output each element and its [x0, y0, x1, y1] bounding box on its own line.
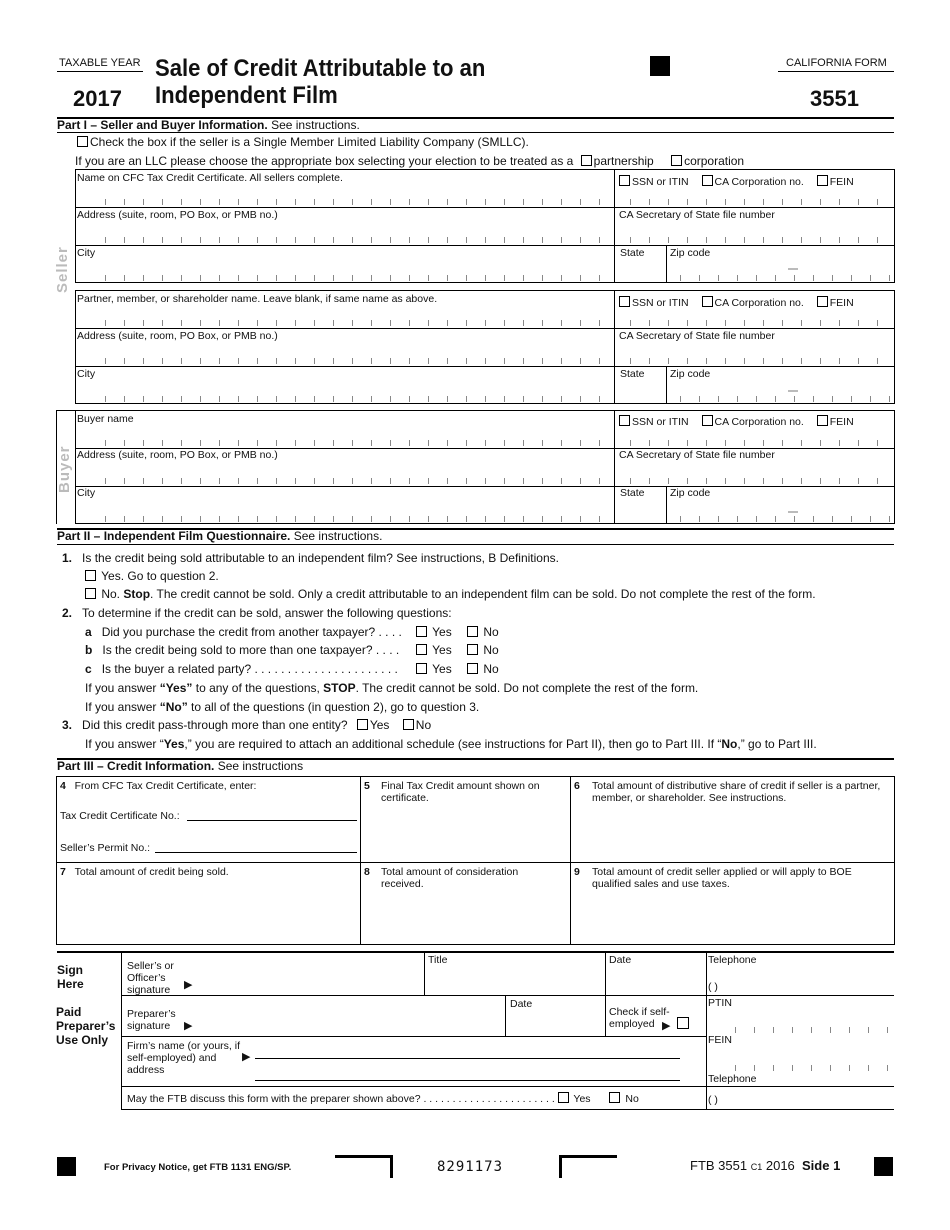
preparer-fein-label: FEIN: [708, 1034, 732, 1046]
partner-address-field[interactable]: [105, 358, 605, 364]
date-label: Date: [609, 954, 632, 966]
seller-city-field[interactable]: [105, 275, 605, 281]
partnership-checkbox[interactable]: [581, 155, 592, 166]
ptin-field[interactable]: [735, 1027, 890, 1033]
q2-no-note: If you answer “No” to all of the questions (in question 2), go to question 3.: [85, 700, 480, 714]
q2b-no-checkbox[interactable]: [467, 644, 478, 655]
partner-sos-field[interactable]: [630, 358, 890, 364]
registration-mark: [650, 56, 670, 76]
footer-corner-right: [559, 1155, 617, 1178]
line5: Final Tax Credit amount shown on certificate.: [381, 780, 540, 804]
line5-num: 5: [364, 780, 370, 792]
seller-sos-label: CA Secretary of State file number: [619, 209, 775, 221]
buyer-zip-label: Zip code: [670, 487, 711, 499]
form-title-line1: Sale of Credit Attributable to an: [155, 55, 486, 82]
q2b-yes-checkbox[interactable]: [416, 644, 427, 655]
smllc-checkbox[interactable]: [77, 136, 88, 147]
seller-name-label: Name on CFC Tax Credit Certificate. All sellers complete.: [77, 172, 343, 184]
form-title: [155, 55, 485, 109]
line9-num: 9: [574, 866, 580, 878]
discuss-no-checkbox[interactable]: [609, 1092, 620, 1103]
buyer-name-label: Buyer name: [77, 413, 134, 425]
partner-name-field[interactable]: [105, 320, 605, 326]
buyer-cacorp-checkbox[interactable]: [702, 415, 713, 426]
self-employed-arrow: ▶: [662, 1020, 671, 1032]
line6: Total amount of distributive share of credit if seller is a partner, member, or shareholder. See instructions.: [592, 780, 881, 804]
preparer-telephone-label: Telephone: [708, 1073, 757, 1085]
partner-city-label: City: [77, 368, 96, 380]
seller-state-label: State: [620, 247, 645, 259]
q2-yes-note: If you answer “Yes” to any of the questions, STOP. The credit cannot be sold. Do not complete the rest of the form.: [85, 681, 699, 695]
buyer-zip-field[interactable]: [680, 516, 890, 522]
seller-city-label: City: [77, 247, 96, 259]
buyer-id-options: SSN or ITIN CA Corporation no. FEIN: [619, 415, 854, 428]
discuss-yes-checkbox[interactable]: [558, 1092, 569, 1103]
corporation-checkbox[interactable]: [671, 155, 682, 166]
line7: 7 Total amount of credit being sold.: [60, 866, 229, 878]
buyer-sos-field[interactable]: [630, 478, 890, 484]
seller-address-label: Address (suite, room, PO Box, or PMB no.): [77, 209, 278, 221]
firm-address-field[interactable]: [255, 1080, 680, 1081]
q2b-answers: Yes No: [416, 643, 499, 657]
sellers-signature-field[interactable]: [200, 960, 420, 992]
q2b-row: b Is the credit being sold to more than one taxpayer? . . . .: [85, 643, 400, 657]
partner-zip-field[interactable]: [680, 396, 890, 402]
part2-title: Part II – Independent Film Questionnaire. See instructions.: [57, 529, 383, 543]
tax-year: 2017: [73, 86, 122, 111]
seller-zip-field[interactable]: [680, 275, 890, 281]
q2c-row: c Is the buyer a related party? . . . . . . . . . . . . . . . . . . . . . .: [85, 662, 398, 676]
firm-arrow: ▶: [242, 1051, 251, 1063]
seller-id-field[interactable]: [630, 199, 890, 205]
discuss-row: May the FTB discuss this form with the preparer shown above? . . . . . . . . . . . . . . . . . . . . . . . Yes No: [127, 1093, 639, 1105]
buyer-sos-label: CA Secretary of State file number: [619, 449, 775, 461]
seller-address-field[interactable]: [105, 237, 605, 243]
buyer-city-field[interactable]: [105, 516, 605, 522]
partner-city-field[interactable]: [105, 396, 605, 402]
seller-side-label: Seller: [54, 246, 71, 293]
q1-no-checkbox[interactable]: [85, 588, 96, 599]
q2a-answers: Yes No: [416, 625, 499, 639]
seller-cacorp-checkbox[interactable]: [702, 175, 713, 186]
line4-permit-label: Seller’s Permit No.:: [60, 842, 151, 854]
privacy-notice: For Privacy Notice, get FTB 1131 ENG/SP.: [104, 1162, 292, 1173]
buyer-city-label: City: [77, 487, 96, 499]
taxable-year-label: TAXABLE YEAR: [59, 57, 141, 69]
q1-yes-row: Yes. Go to question 2.: [85, 569, 219, 583]
footer-mark-right: [874, 1157, 893, 1176]
form-title-line2: Independent Film: [155, 82, 338, 109]
seller-id-options: SSN or ITIN CA Corporation no. FEIN: [619, 175, 854, 188]
preparer-signature-field[interactable]: [200, 1000, 500, 1032]
partner-address-label: Address (suite, room, PO Box, or PMB no.): [77, 330, 278, 342]
telephone-field[interactable]: ( ): [708, 981, 718, 993]
sign-here-label: Sign Here: [57, 963, 84, 991]
preparer-telephone-field[interactable]: ( ): [708, 1094, 718, 1106]
q3-no-checkbox[interactable]: [403, 719, 414, 730]
telephone-label: Telephone: [708, 954, 757, 966]
form-number: 3551: [810, 86, 859, 111]
line6-num: 6: [574, 780, 580, 792]
footer-mark-left: [57, 1157, 76, 1176]
seller-fein-checkbox[interactable]: [817, 175, 828, 186]
line4-cert-label: Tax Credit Certificate No.:: [60, 810, 180, 822]
check-self-employed-label: Check if self-employed: [609, 1006, 670, 1030]
preparer-arrow: ▶: [184, 1020, 193, 1032]
footer-corner-left: [335, 1155, 393, 1178]
line4-cert-field[interactable]: [187, 820, 357, 821]
q2a-no-checkbox[interactable]: [467, 626, 478, 637]
q2: 2. To determine if the credit can be sold, answer the following questions:: [62, 606, 452, 620]
barcode-number: 8291173: [437, 1159, 504, 1175]
preparer-date-label: Date: [510, 998, 533, 1010]
sellers-signature-label: Seller’s or Officer’s signature: [127, 960, 174, 996]
california-form-label: CALIFORNIA FORM: [786, 57, 887, 69]
firm-name-field[interactable]: [255, 1058, 680, 1059]
q2a-yes-checkbox[interactable]: [416, 626, 427, 637]
buyer-side-label: Buyer: [56, 445, 73, 493]
part3-title: Part III – Credit Information. See instructions: [57, 759, 304, 773]
partner-name-label: Partner, member, or shareholder name. Leave blank, if same name as above.: [77, 293, 438, 305]
partner-sos-label: CA Secretary of State file number: [619, 330, 775, 342]
partner-zip-label: Zip code: [670, 368, 711, 380]
sign-arrow: ▶: [184, 979, 193, 991]
llc-election-row: If you are an LLC please choose the appropriate box selecting your election to be treated as a partnership corporation: [75, 154, 745, 168]
seller-zip-label: Zip code: [670, 247, 711, 259]
buyer-address-label: Address (suite, room, PO Box, or PMB no.): [77, 449, 278, 461]
seller-name-field[interactable]: [105, 199, 605, 205]
q1-no-row: No. Stop. The credit cannot be sold. Only a credit attributable to an independent film can be sold. Do not complete the rest of the form.: [85, 587, 816, 601]
part1-title: Part I – Seller and Buyer Information. See instructions.: [57, 118, 360, 132]
title-label: Title: [428, 954, 448, 966]
q3-note: If you answer “Yes,” you are required to attach an additional schedule (see instructions for Part II), then go to Part III. If “No,” go to Part III.: [85, 737, 817, 751]
smllc-row: Check the box if the seller is a Single Member Limited Liability Company (SMLLC).: [77, 135, 529, 149]
line4-permit-field[interactable]: [155, 852, 357, 853]
preparer-signature-label: Preparer’s signature: [127, 1008, 176, 1032]
buyer-fein-checkbox[interactable]: [817, 415, 828, 426]
buyer-address-field[interactable]: [105, 478, 605, 484]
line4: 4 From CFC Tax Credit Certificate, enter:: [60, 780, 257, 792]
paid-preparer-label: Paid Preparer’s Use Only: [56, 1005, 116, 1047]
buyer-id-field[interactable]: [630, 440, 890, 446]
ptin-label: PTIN: [708, 997, 732, 1009]
q3: 3. Did this credit pass-through more than one entity? Yes No: [62, 718, 432, 732]
line9: Total amount of credit seller applied or will apply to BOE qualified sales and use taxes.: [592, 866, 852, 890]
buyer-state-label: State: [620, 487, 645, 499]
q2a-row: a Did you purchase the credit from another taxpayer? . . . .: [85, 625, 402, 639]
preparer-fein-field[interactable]: [735, 1065, 890, 1071]
seller-ssn-checkbox[interactable]: [619, 175, 630, 186]
partner-ssn-checkbox[interactable]: [619, 296, 630, 307]
self-employed-checkbox[interactable]: [677, 1017, 689, 1029]
q1-yes-checkbox[interactable]: [85, 570, 96, 581]
seller-sos-field[interactable]: [630, 237, 890, 243]
line8: Total amount of consideration received.: [381, 866, 519, 890]
partner-state-label: State: [620, 368, 645, 380]
form-id-footer: FTB 3551 C1 2016 Side 1: [690, 1158, 841, 1173]
partner-fein-checkbox[interactable]: [817, 296, 828, 307]
buyer-ssn-checkbox[interactable]: [619, 415, 630, 426]
partner-cacorp-checkbox[interactable]: [702, 296, 713, 307]
q2c-answers: Yes No: [416, 662, 499, 676]
partner-id-field[interactable]: [630, 320, 890, 326]
firm-name-label: Firm’s name (or yours, if self-employed) and address: [127, 1040, 240, 1076]
q3-yes-checkbox[interactable]: [357, 719, 368, 730]
buyer-name-field[interactable]: [105, 440, 605, 446]
partner-id-options: SSN or ITIN CA Corporation no. FEIN: [619, 296, 854, 309]
q1: 1. Is the credit being sold attributable to an independent film? See instructions, B Definitions.: [62, 551, 559, 565]
q2c-no-checkbox[interactable]: [467, 663, 478, 674]
line8-num: 8: [364, 866, 370, 878]
q2c-yes-checkbox[interactable]: [416, 663, 427, 674]
